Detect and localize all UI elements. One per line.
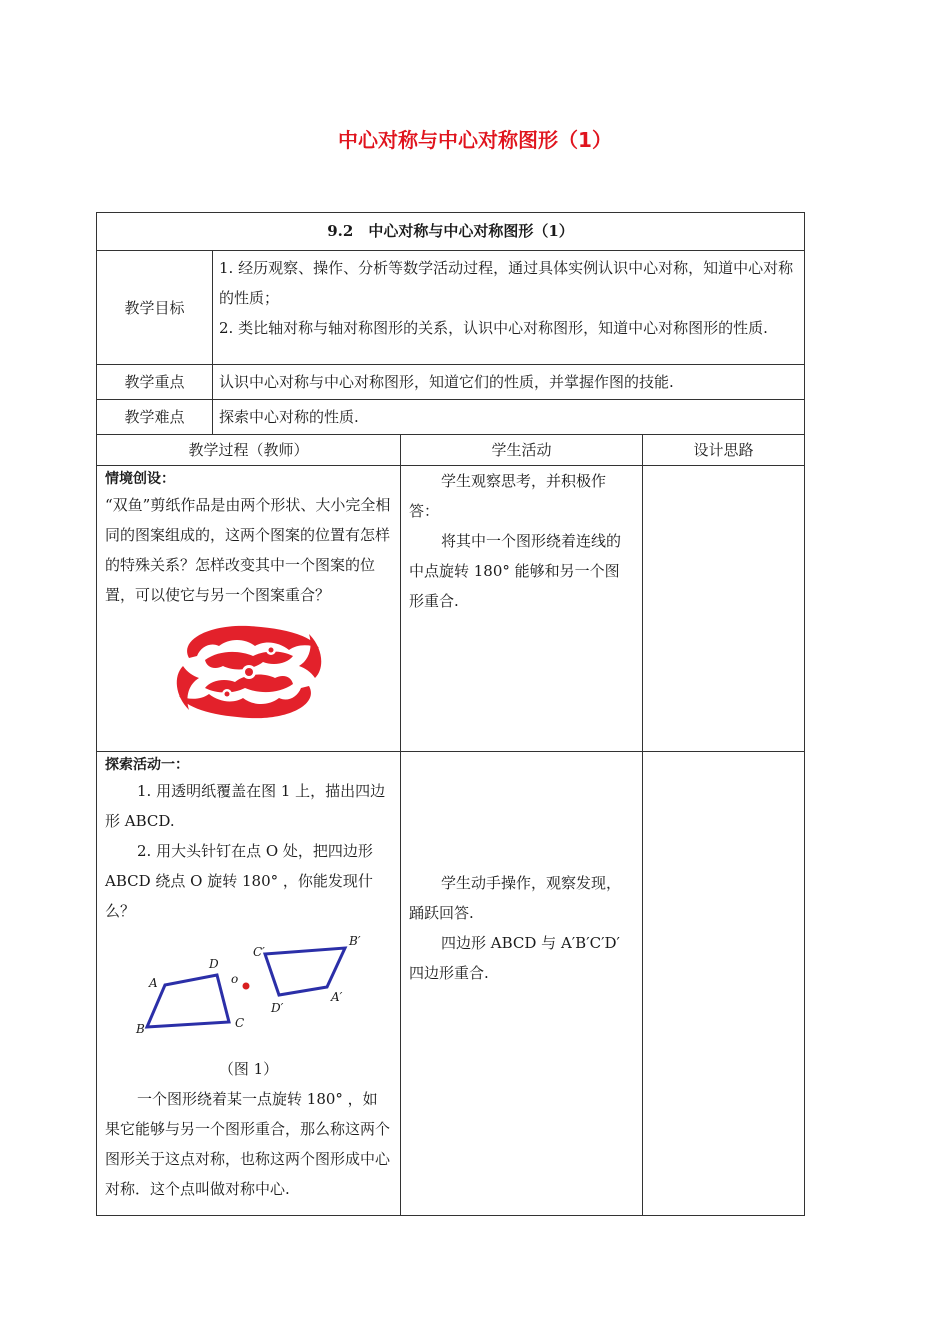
definition-text: 一个图形绕着某一点旋转 180° ，如果它能够与另一个图形重合，那么称这两个图形关于这点对称，也称这两个图形成中心对称．这个点叫做对称中心. <box>105 1090 391 1198</box>
objective-1: 1. 经历观察、操作、分析等数学活动过程，通过具体实例认识中心对称，知道中心对称的性质； <box>219 259 794 307</box>
objectives-content <box>213 251 805 365</box>
explore-step-2: 2. 用大头针钉在点 O 处，把四边形 ABCD 绕点 O 旋转 180° ，你能发现什么？ <box>105 842 373 920</box>
label-a: A <box>149 976 158 990</box>
explore-heading: 探索活动一： <box>105 757 189 773</box>
double-fish-papercut-image <box>105 610 392 740</box>
label-b: B <box>136 1022 145 1036</box>
explore-student-cell <box>401 752 643 1216</box>
situation-student-cell <box>401 466 643 752</box>
key-points-content: 认识中心对称与中心对称图形，知道它们的性质，并掌握作图的技能. <box>213 365 805 400</box>
situation-text: “双鱼”剪纸作品是由两个形状、大小完全相同的图案组成的，这两个图案的位置有怎样的特殊关系？怎样改变其中一个图案的位置，可以使它与另一个图案重合？ <box>105 496 391 604</box>
explore-teacher-cell <box>97 752 401 1216</box>
situation-student-text-2: 将其中一个图形绕着连线的中点旋转 180° 能够和另一个图形重合. <box>409 532 622 610</box>
figure-1 <box>105 926 392 1054</box>
explore-design-cell <box>643 752 805 1216</box>
quadrilateral-abcd <box>147 975 229 1027</box>
label-c-prime: C′ <box>253 945 265 959</box>
difficulties-content: 探索中心对称的性质. <box>213 400 805 435</box>
situation-teacher-cell <box>97 466 401 752</box>
lesson-plan-table <box>96 212 805 1216</box>
situation-design-cell <box>643 466 805 752</box>
label-a-prime: A′ <box>331 990 343 1004</box>
label-c: C <box>235 1016 245 1030</box>
label-d: D <box>209 957 219 971</box>
key-points-label: 教学重点 <box>97 365 213 400</box>
explore-student-text-1: 学生动手操作，观察发现，踊跃回答. <box>409 874 622 922</box>
figure-caption: （图 1） <box>218 1060 279 1078</box>
explore-step-1: 1. 用透明纸覆盖在图 1 上，描出四边形 ABCD. <box>105 782 386 830</box>
lesson-header: 9.2 中心对称与中心对称图形（1） <box>97 213 805 251</box>
label-o: o <box>231 972 239 986</box>
objectives-label: 教学目标 <box>97 251 213 365</box>
difficulties-label: 教学难点 <box>97 400 213 435</box>
label-d-prime: D′ <box>271 1001 284 1015</box>
explore-student-text-2: 四边形 ABCD 与 A′B′C′D′ 四边形重合. <box>409 934 620 982</box>
quadrilateral-figure-svg <box>105 926 397 1054</box>
double-fish-papercut-svg <box>169 620 329 724</box>
center-point-o <box>243 983 250 990</box>
situation-heading: 情境创设： <box>105 471 175 487</box>
quadrilateral-a2b2c2d2 <box>265 948 345 995</box>
label-b-prime: B′ <box>349 934 361 948</box>
situation-student-text-1: 学生观察思考，并积极作答： <box>409 472 607 520</box>
document-title: 中心对称与中心对称图形（1） <box>338 128 612 152</box>
column-student: 学生活动 <box>401 435 643 466</box>
objective-2: 2. 类比轴对称与轴对称图形的关系，认识中心对称图形，知道中心对称图形的性质. <box>219 319 768 337</box>
column-teacher: 教学过程（教师） <box>97 435 401 466</box>
column-design: 设计思路 <box>643 435 805 466</box>
